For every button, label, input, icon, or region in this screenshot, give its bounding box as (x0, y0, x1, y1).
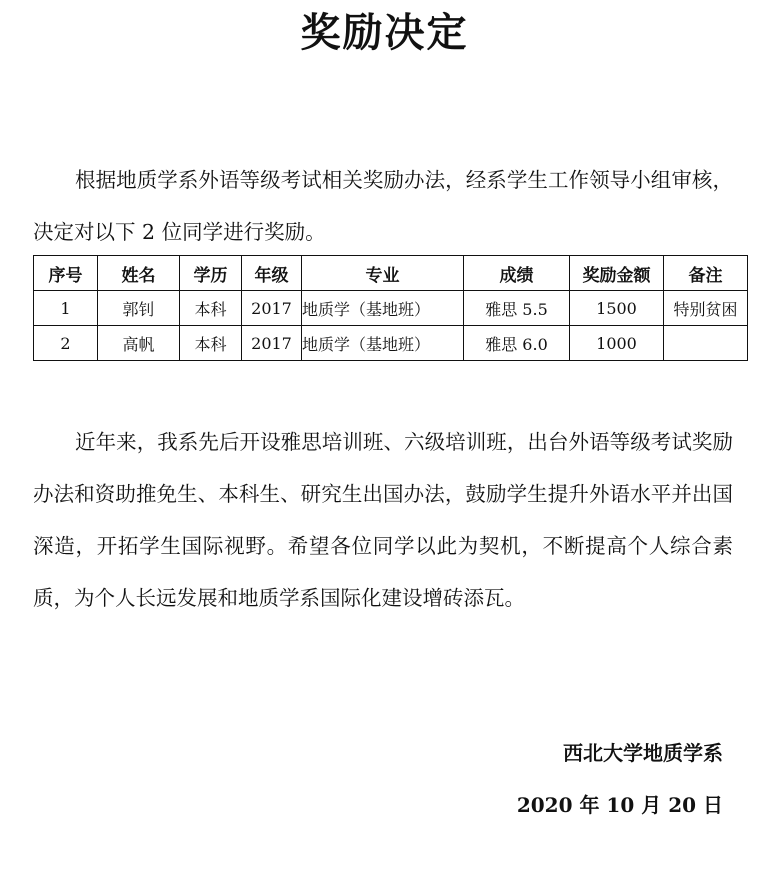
cell-major: 地质学（基地班） (302, 291, 464, 326)
header-index: 序号 (34, 256, 98, 291)
header-degree: 学历 (180, 256, 242, 291)
header-major: 专业 (302, 256, 464, 291)
cell-index: 2 (34, 326, 98, 361)
cell-index: 1 (34, 291, 98, 326)
cell-award-amount: 1000 (570, 326, 664, 361)
intro-paragraph: 根据地质学系外语等级考试相关奖励办法，经系学生工作领导小组审核，决定对以下 2 位同学进行奖励。 (33, 168, 733, 244)
document-title: 奖励决定 (300, 9, 469, 56)
cell-major: 地质学（基地班） (302, 326, 464, 361)
header-score: 成绩 (464, 256, 570, 291)
header-name: 姓名 (98, 256, 180, 291)
cell-degree: 本科 (180, 291, 242, 326)
table-row (34, 291, 748, 326)
cell-grade: 2017 (242, 326, 302, 361)
cell-name: 高帆 (98, 326, 180, 361)
cell-remarks: 特别贫困 (664, 291, 748, 326)
signature-organization: 西北大学地质学系 (563, 741, 723, 765)
header-award-amount: 奖励金额 (570, 256, 664, 291)
table-header-row (34, 256, 748, 291)
cell-degree: 本科 (180, 326, 242, 361)
header-remarks: 备注 (664, 256, 748, 291)
header-grade: 年级 (242, 256, 302, 291)
signature-date: 2020 年 10 月 20 日 (516, 793, 723, 817)
cell-score: 雅思 5.5 (464, 291, 570, 326)
cell-grade: 2017 (242, 291, 302, 326)
cell-award-amount: 1500 (570, 291, 664, 326)
table-row (34, 326, 748, 361)
body-paragraph: 近年来，我系先后开设雅思培训班、六级培训班，出台外语等级考试奖励办法和资助推免生、本科生、研究生出国办法，鼓励学生提升外语水平并出国深造，开拓学生国际视野。希望各位同学以此为契机，不断提高个人综合素质，为个人长远发展和地质学系国际化建设增砖添瓦。 (33, 430, 733, 610)
cell-score: 雅思 6.0 (464, 326, 570, 361)
cell-remarks (664, 326, 748, 361)
cell-name: 郭钊 (98, 291, 180, 326)
award-table (33, 255, 748, 361)
